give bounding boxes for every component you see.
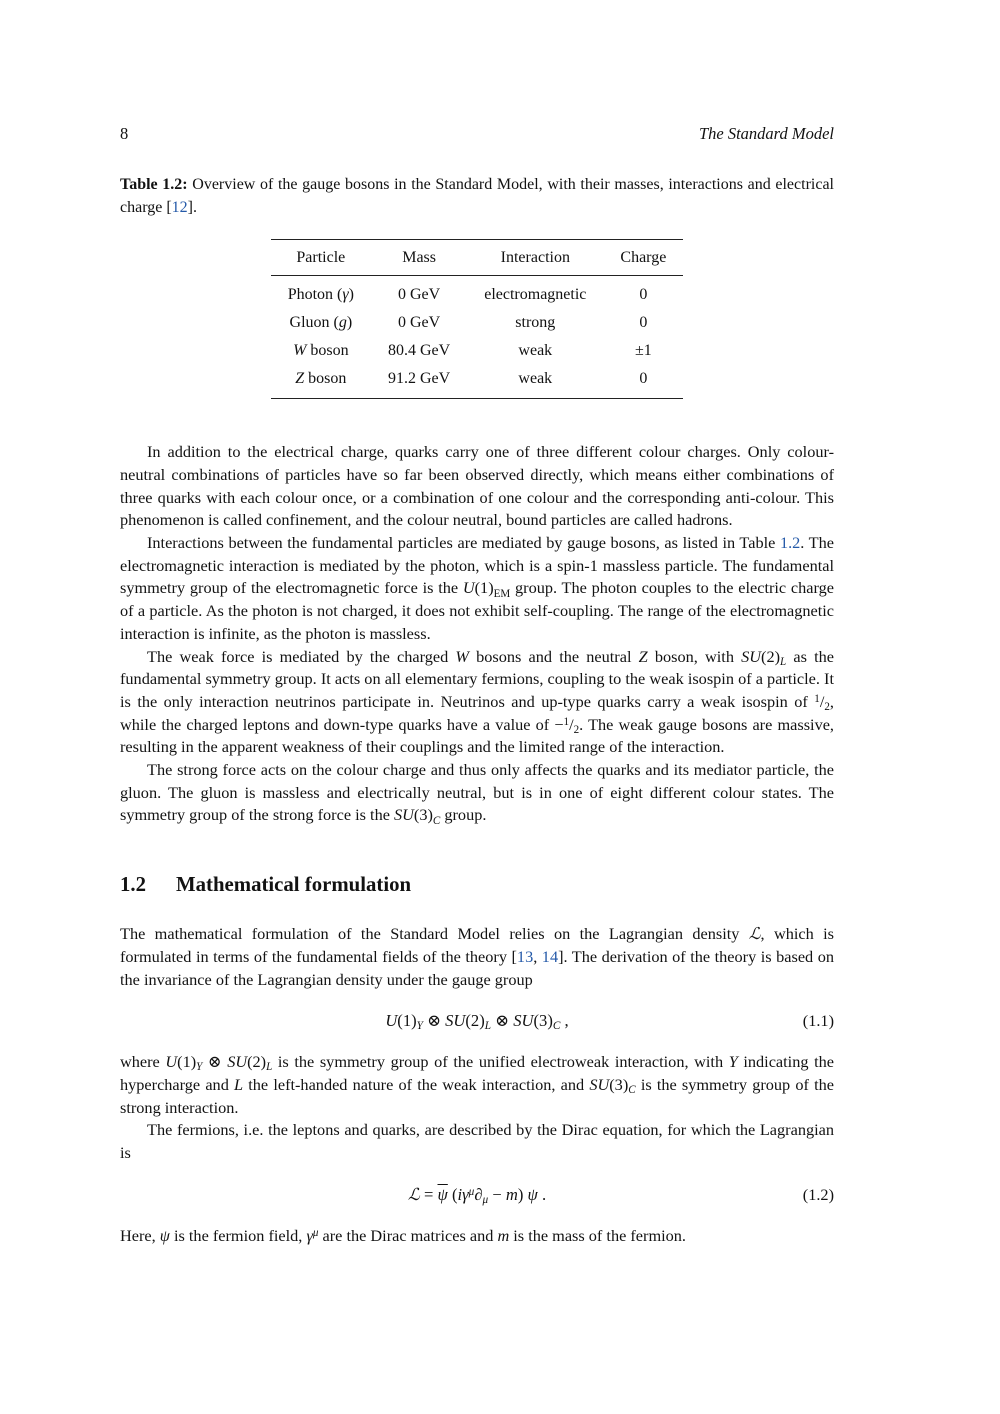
citation-link-13[interactable]: 13 xyxy=(516,946,534,966)
table-cell-charge: ±1 xyxy=(634,342,652,360)
table-cell-interaction: strong xyxy=(515,314,556,332)
table-header-interaction: Interaction xyxy=(500,249,570,267)
equation-body: $U(1)_Y$ ⊗ $SU(2)_L$ ⊗ $SU(3)_C$ , xyxy=(385,1011,569,1033)
table-row xyxy=(271,309,684,337)
table-cell-interaction: weak xyxy=(518,342,553,360)
table-header-row xyxy=(271,240,684,276)
table-cell-particle: Gluon (g) xyxy=(289,314,353,332)
table-caption: Table 1.2: Overview of the gauge bosons in the Standard Model, with their masses, interactions and electrical charge [12]. xyxy=(120,176,834,216)
paragraph-lagrangian-intro: The mathematical formulation of the Standard Model relies on the Lagrangian density ℒ, which is formulated in terms of the fundamental fields of the theory [13, 14]. The derivation of the theory is based on the invariance of the Lagrangian density under the gauge group xyxy=(120,924,835,989)
section-heading xyxy=(120,873,834,897)
table-wrapper xyxy=(120,239,834,399)
page-number: 8 xyxy=(120,124,129,143)
table-cell-particle: W boson xyxy=(293,342,349,360)
table-cell-charge: 0 xyxy=(639,286,648,304)
running-head xyxy=(120,124,834,144)
paragraph-weak-force: The weak force is mediated by the charged W bosons and the neutral Z boson, with $SU(2)_L$ as the fundamental symmetry group. It acts on all elementary fermions, coupling to the weak isospin of a particle. It is the only interaction neutrinos participate in. Neutrinos and up-type quarks carry a weak isospin of $^1/_2$, while the charged leptons and down-type quarks have a value of $-^1/_2$. The weak gauge bosons are massive, resulting in the apparent weakness of their couplings and the limited range of the interaction. xyxy=(120,646,834,757)
citation-link-12[interactable]: 12 xyxy=(171,198,188,216)
table-row xyxy=(271,337,684,365)
paragraph-strong-force: The strong force acts on the colour charge and thus only affects the quarks and its mediator particle, the gluon. The gluon is massless and electrically neutral, but is in one of eight different colour states. The symmetry group of the strong force is the $SU(3)_C$ group. xyxy=(120,760,834,827)
table-header-particle: Particle xyxy=(296,249,346,267)
table-header-charge: Charge xyxy=(620,249,667,267)
paragraph-electroweak: where $U(1)_Y$ ⊗ $SU(2)_L$ is the symmetry group of the unified electroweak interaction, with Y indicating the hypercharge and L the left-handed nature of the weak interaction, and $SU(3)_C$ is the symmetry group of the strong interaction. xyxy=(120,1052,834,1117)
psi-bar: $\overline{\psi}$ xyxy=(437,1184,448,1204)
table-row xyxy=(271,276,684,310)
table-cell-mass: 0 GeV xyxy=(398,286,441,304)
table-ref-link[interactable]: 1.2 xyxy=(779,533,801,552)
paragraph-interactions: Interactions between the fundamental particles are mediated by gauge bosons, as listed in Table 1.2. The electromagnetic interaction is mediated by the photon, which is a spin-1 massless particle. The fundamental symmetry group of the electromagnetic force is the $U(1)_{EM}$ group. The photon couples to the electric charge of a particle. As the photon is not charged, it does not exhibit self-coupling. The range of the electromagnetic interaction is infinite, as the photon is massless. xyxy=(120,533,834,643)
section-title: Mathematical formulation xyxy=(176,873,412,897)
equation-dirac-lagrangian xyxy=(120,1185,834,1205)
table-cell-charge: 0 xyxy=(639,314,648,332)
equation-body: ℒ = $\overline{\psi}$ $(i\gamma^\mu\partial_\mu - m)$ ψ . xyxy=(407,1184,547,1206)
citation-link-14[interactable]: 14 xyxy=(541,946,559,966)
table-cell-charge: 0 xyxy=(639,370,648,388)
section-number: 1.2 xyxy=(120,873,146,897)
table-cell-particle: Z boson xyxy=(295,370,347,388)
paragraph-colour-charge: In addition to the electrical charge, quarks carry one of three different colour charges. Only colour-neutral combinations of particles have so far been observed directly, which means either combinations of three quarks with each colour once, or a combination of one colour and the corresponding anti-colour. This phenomenon is called confinement, and the colour neutral, bound particles are called hadrons. xyxy=(120,442,834,530)
table-cell-interaction: weak xyxy=(518,370,553,388)
running-title: The Standard Model xyxy=(698,124,834,143)
table-cell-interaction: electromagnetic xyxy=(484,286,587,304)
gauge-boson-table xyxy=(271,239,684,399)
page-content xyxy=(120,0,834,1247)
table-cell-particle: Photon (γ) xyxy=(287,286,354,304)
table-header-mass: Mass xyxy=(402,249,436,267)
caption-label: Table 1.2: xyxy=(120,176,188,193)
table-row xyxy=(271,365,684,399)
equation-number: (1.2) xyxy=(802,1184,834,1204)
equation-number: (1.1) xyxy=(802,1011,834,1031)
paragraph-field-definitions: Here, ψ is the fermion field, $\gamma^\mu$ are the Dirac matrices and m is the mass of the fermion. xyxy=(120,1225,686,1245)
paragraph-fermions: The fermions, i.e. the leptons and quarks, are described by the Dirac equation, for which the Lagrangian is xyxy=(120,1120,834,1163)
table-cell-mass: 91.2 GeV xyxy=(388,370,451,388)
table-cell-mass: 0 GeV xyxy=(398,314,441,332)
equation-gauge-group xyxy=(120,1011,834,1031)
table-cell-mass: 80.4 GeV xyxy=(388,342,451,360)
